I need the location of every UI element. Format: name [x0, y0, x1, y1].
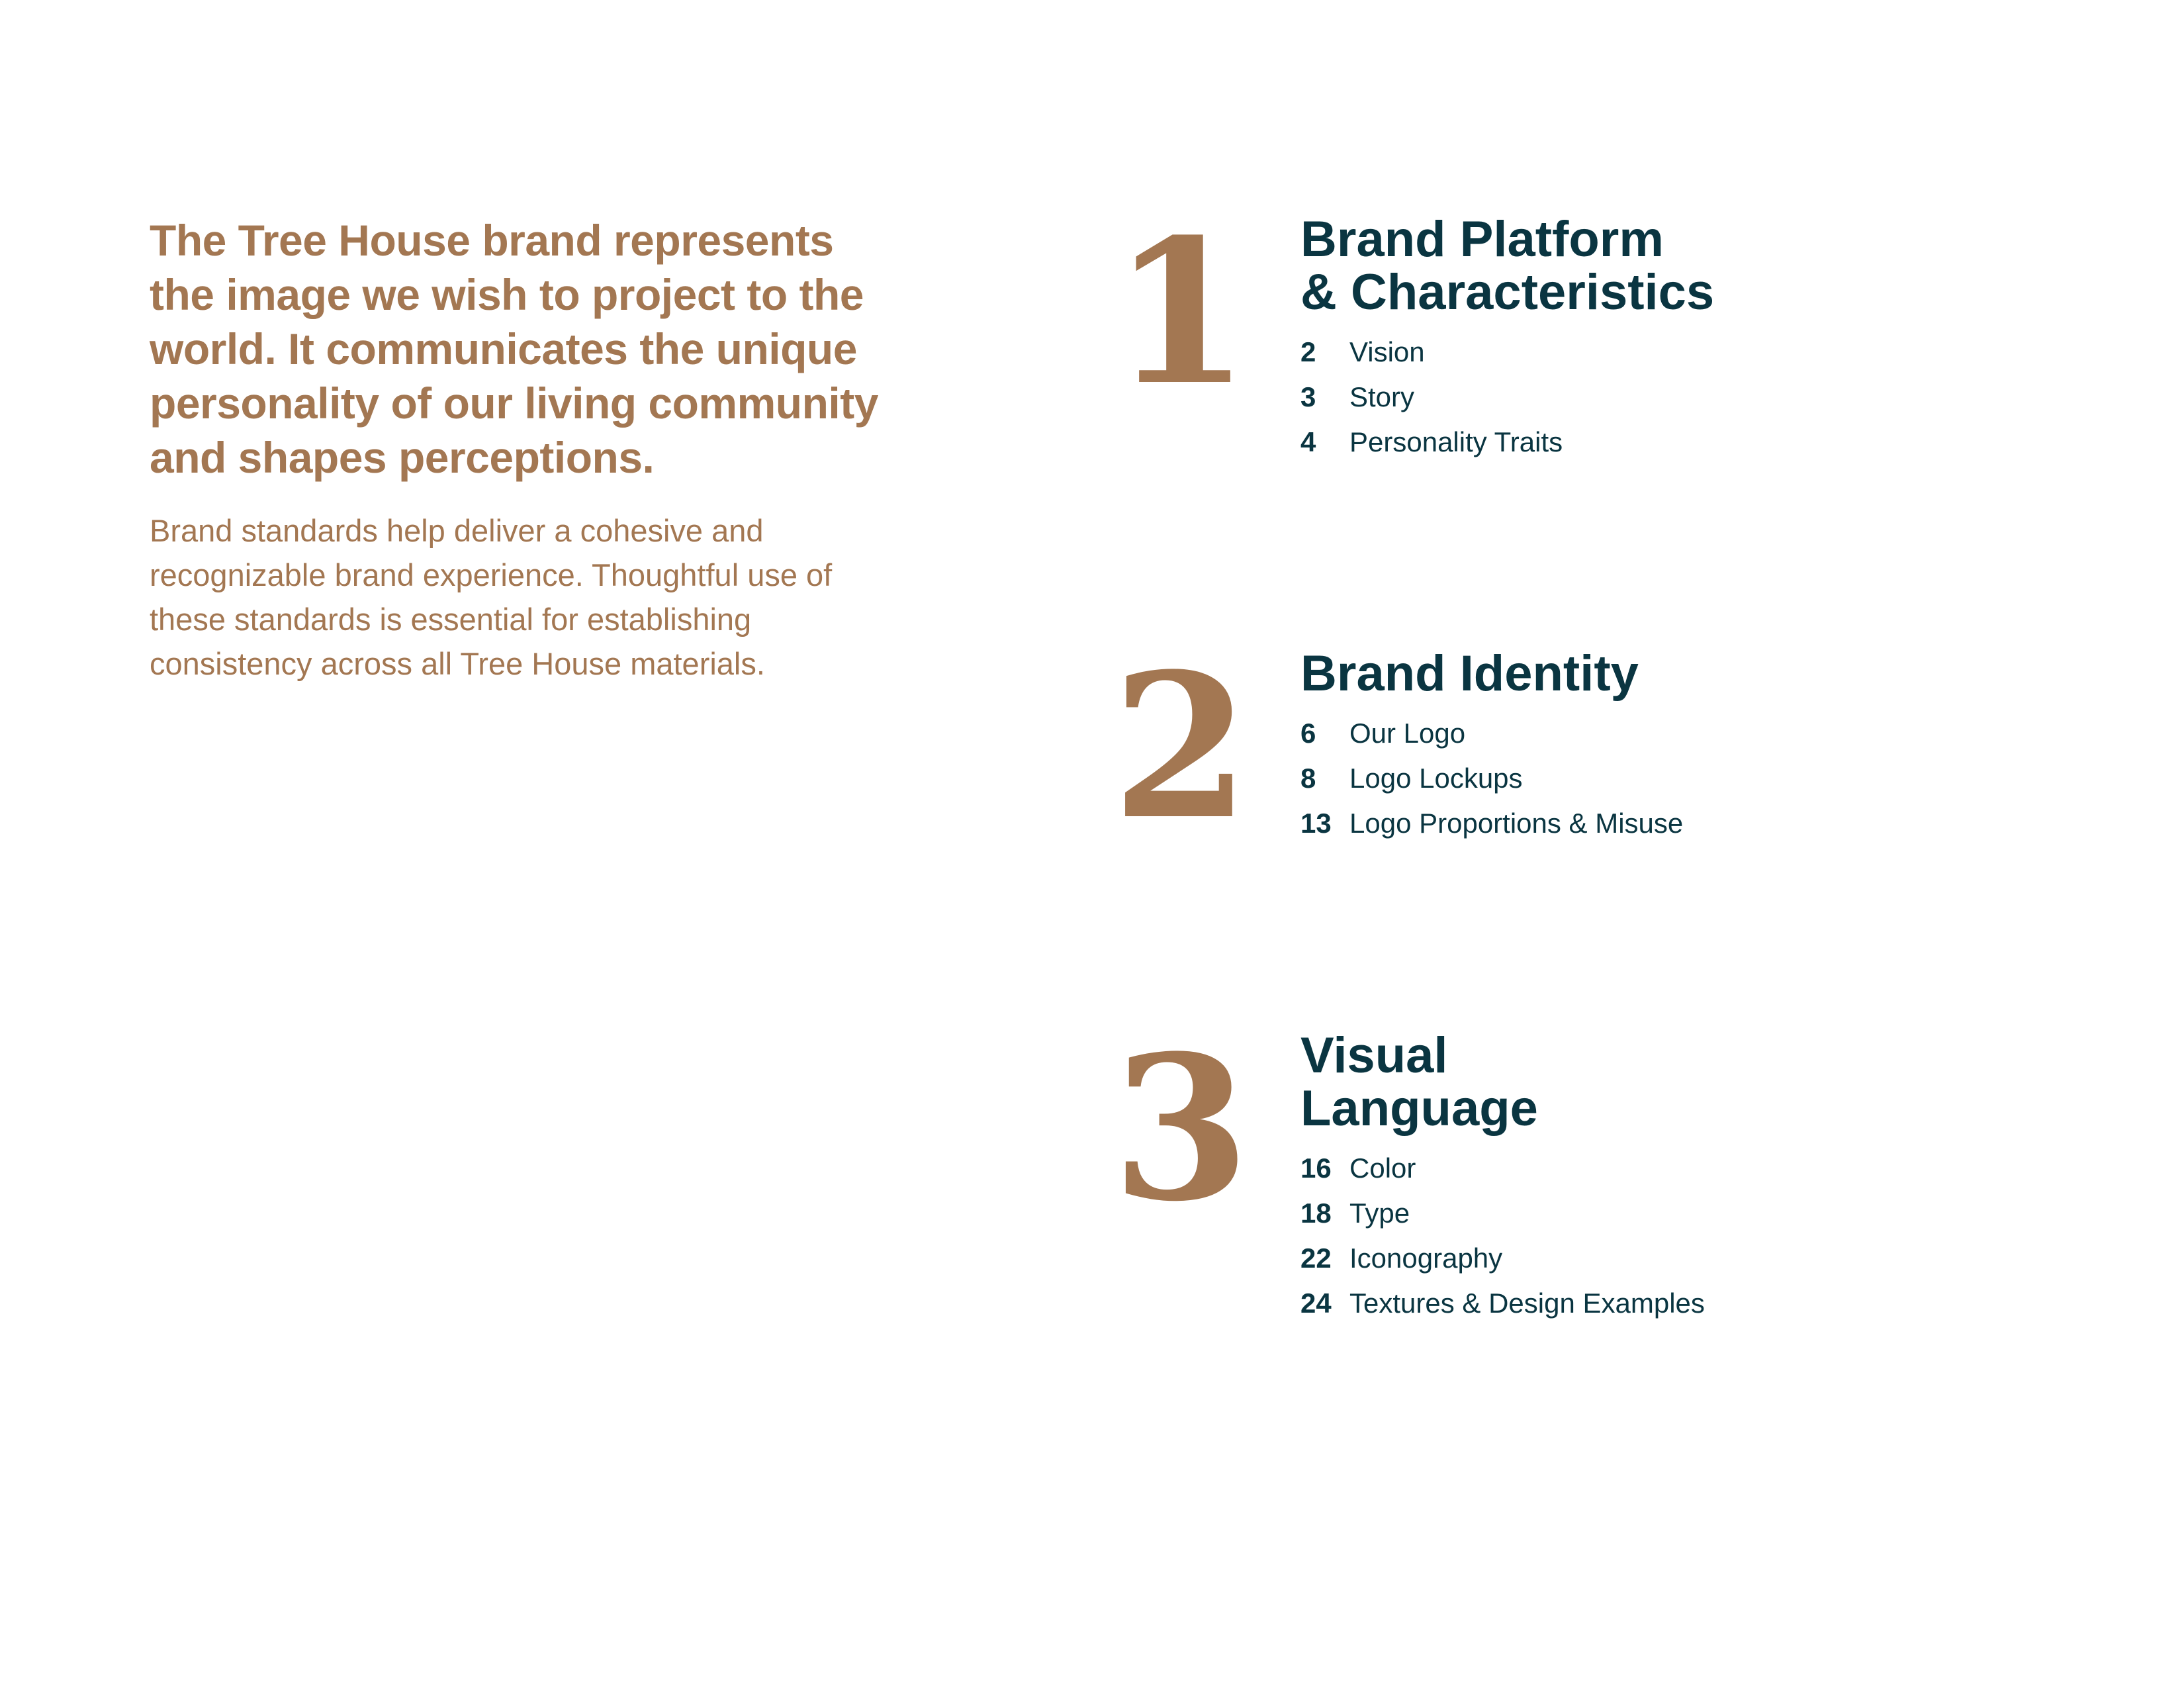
toc-page-number: 6 — [1300, 718, 1316, 749]
toc-page-number: 3 — [1300, 381, 1316, 412]
intro-lead-text: The Tree House brand represents the image we wish to project to the world. It communicates the unique personality of our living community and shapes perceptions. — [150, 216, 878, 482]
toc-item-personality-traits[interactable] — [1300, 426, 2095, 471]
toc-page-number: 4 — [1300, 426, 1316, 457]
toc-item-label: Our Logo — [1349, 718, 1466, 749]
toc-list — [1300, 1152, 2095, 1333]
toc-item-logo-proportions[interactable] — [1300, 808, 2095, 853]
toc-page-number: 13 — [1300, 808, 1332, 839]
section-content — [1300, 647, 2095, 853]
section-title-line: Brand Platform — [1300, 211, 1664, 267]
section-title — [1300, 213, 2095, 319]
toc-item-type[interactable] — [1300, 1197, 2095, 1243]
section-title — [1300, 1029, 2095, 1135]
intro-body-text: Brand standards help deliver a cohesive and recognizable brand experience. Thoughtful use of these standards is essential for establishing consistency across all Tree House materials. — [150, 513, 833, 681]
toc-page-number: 8 — [1300, 763, 1316, 794]
toc-item-our-logo[interactable] — [1300, 718, 2095, 763]
toc-list — [1300, 718, 2095, 853]
section-content — [1300, 213, 2095, 471]
toc-item-label: Iconography — [1349, 1243, 1503, 1274]
toc-item-textures[interactable] — [1300, 1288, 2095, 1333]
section-title-line: Brand Identity — [1300, 645, 1639, 702]
toc-item-label: Logo Proportions & Misuse — [1349, 808, 1684, 839]
section-content — [1300, 1029, 2095, 1333]
section-title-line: Visual — [1300, 1027, 1448, 1084]
toc-item-label: Vision — [1349, 336, 1425, 367]
toc-page-number: 18 — [1300, 1197, 1332, 1229]
toc-page-number: 2 — [1300, 336, 1316, 367]
toc-item-iconography[interactable] — [1300, 1243, 2095, 1288]
section-title-line: Language — [1300, 1080, 1538, 1137]
toc-item-label: Color — [1349, 1152, 1416, 1184]
section-numeral: 2 — [1112, 630, 1250, 863]
toc-item-label: Logo Lockups — [1349, 763, 1523, 794]
toc-page-number: 16 — [1300, 1152, 1332, 1184]
toc-item-color[interactable] — [1300, 1152, 2095, 1197]
toc-item-label: Personality Traits — [1349, 426, 1563, 457]
toc-page-number: 22 — [1300, 1243, 1332, 1274]
toc-item-label: Type — [1349, 1197, 1410, 1229]
toc-item-label: Story — [1349, 381, 1415, 412]
toc-item-vision[interactable] — [1300, 336, 2095, 381]
section-numeral: 3 — [1112, 1011, 1250, 1245]
section-numeral: 1 — [1112, 195, 1250, 429]
toc-list — [1300, 336, 2095, 471]
section-title-line: & Characteristics — [1300, 264, 1715, 320]
toc-item-story[interactable] — [1300, 381, 2095, 426]
section-title — [1300, 647, 2095, 700]
toc-page-number: 24 — [1300, 1288, 1332, 1319]
toc-item-label: Textures & Design Examples — [1349, 1288, 1705, 1319]
intro-block — [150, 213, 891, 686]
toc-item-logo-lockups[interactable] — [1300, 763, 2095, 808]
